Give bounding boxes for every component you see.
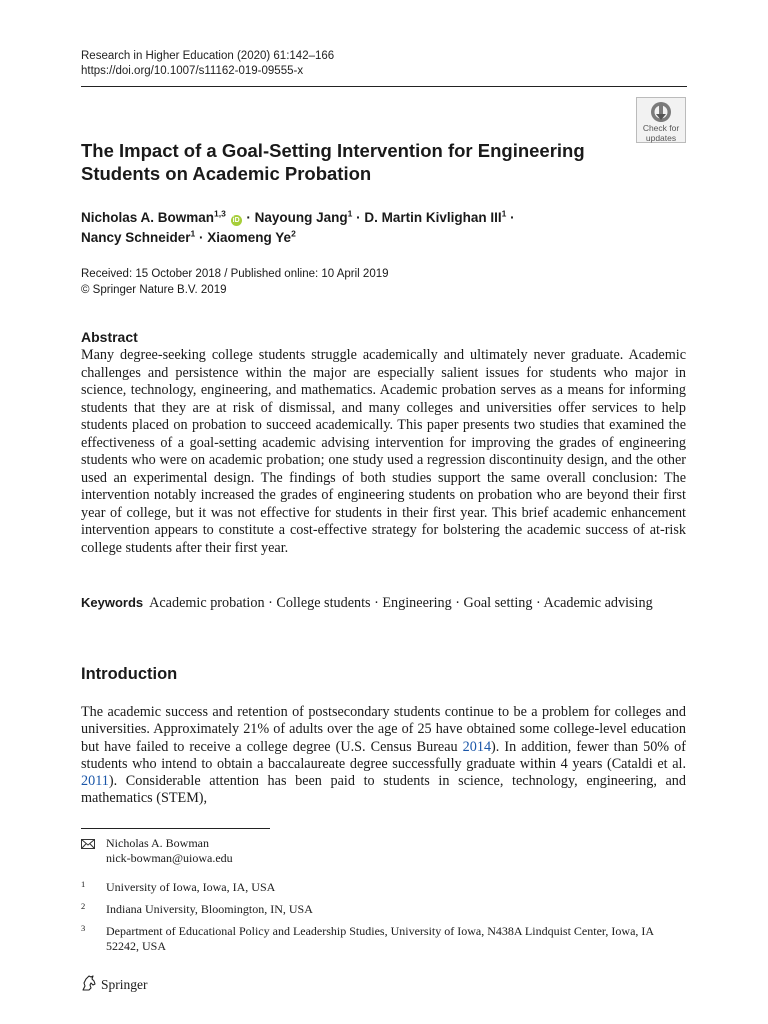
article-title: [81, 139, 621, 185]
citation-link[interactable]: 2014: [462, 738, 492, 755]
header-rule: [81, 86, 687, 87]
intro-text-part: ). Considerable attention has been paid to students in science, technology, engineering, and mathematics (STEM),: [81, 773, 686, 807]
doi-link[interactable]: https://doi.org/10.1007/s11162-019-09555-x: [81, 65, 304, 77]
author-name[interactable]: D. Martin Kivlighan III: [364, 210, 502, 225]
crossmark-icon: [650, 101, 672, 123]
affiliation-sup: 1,3: [214, 208, 226, 219]
introduction-text: [81, 704, 686, 808]
corresponding-email[interactable]: nick-bowman@uiowa.edu: [106, 851, 233, 865]
author-name[interactable]: Xiaomeng Ye: [207, 230, 292, 245]
footnote-text: University of Iowa, Iowa, IA, USA: [106, 880, 276, 894]
footnote-number: 3: [81, 923, 86, 933]
keywords-label: Keywords: [81, 595, 144, 610]
citation-link[interactable]: 2011: [81, 773, 109, 790]
crossmark-badge[interactable]: [636, 97, 686, 143]
intro-text-part: ). In addition, fewer than 50% of students who intend to obtain a baccalaureate degree successfully graduate within 4 years (Cataldi et al.: [81, 738, 686, 772]
copyright: © Springer Nature B.V. 2019: [81, 284, 227, 296]
abstract-heading: Abstract: [81, 329, 138, 345]
footnote-number: 1: [81, 879, 86, 889]
author-separator: ·: [195, 230, 208, 245]
author-line-2: [81, 228, 641, 248]
crossmark-label-1: Check for: [642, 123, 680, 133]
envelope-icon: [81, 839, 95, 849]
title-line-1: The Impact of a Goal-Setting Intervention for Engineering: [81, 140, 585, 161]
keywords: [81, 594, 686, 613]
orcid-icon[interactable]: iD: [232, 217, 240, 224]
author-line-1: [81, 208, 641, 228]
publisher-logo: [81, 975, 148, 994]
article-dates: [81, 266, 389, 298]
journal-header: [81, 49, 334, 79]
publisher-name: Springer: [101, 977, 148, 992]
affiliation-sup: 2: [291, 228, 296, 239]
footnote-text: Department of Educational Policy and Leadership Studies, University of Iowa, N438A Lindquist Center, Iowa, IA 52242, USA: [106, 924, 654, 953]
abstract-text: Many degree-seeking college students struggle academically and ultimately never graduate. Academic challenges and persistence within the major are especially salient issues for students who major in science, technology, engineering, and mathematics. Academic probation serves as a means for informing students that they are at risk of dismissal, and many colleges and universities offer services to help students placed on probation to succeed academically. This paper presents two studies that examined the effectiveness of a goal-setting academic advising intervention for improving the grades of engineering students who were on academic probation; one study used a regression discontinuity design, and the other used an experimental design. The findings of both studies support the same overall conclusion: The intervention notably increased the grades of engineering students on probation who are beyond their first year of college, but it was not effective for students in their first year. This brief academic enhancement intervention appears to constitute a cost-effective strategy for bolstering the academic success of at-risk college students after their first year.: [81, 347, 686, 556]
author-name[interactable]: Nancy Schneider: [81, 230, 191, 245]
affiliation-sup: 1: [190, 228, 196, 239]
footnote-text: Indiana University, Bloomington, IN, USA: [106, 902, 313, 916]
intro-text-part: The academic success and retention of postsecondary students continue to be a problem for colleges and universities. Approximately 21% of adults over the age of 25 have obtained some college-level education but have failed to receive a college degree (U.S. Census Bureau: [81, 704, 686, 755]
author-separator: ·: [242, 210, 255, 225]
affiliation-sup: 1: [347, 208, 353, 219]
author-name[interactable]: Nicholas A. Bowman: [81, 210, 215, 225]
footnote-rule: [81, 828, 270, 829]
author-name[interactable]: Nayoung Jang: [254, 210, 348, 225]
title-line-2: Students on Academic Probation: [81, 163, 372, 184]
footnote-number: 2: [81, 901, 86, 911]
keywords-list: Academic probation · College students · Engineering · Goal setting · Academic advising: [149, 595, 653, 611]
corresponding-name: Nicholas A. Bowman: [106, 836, 209, 850]
author-separator: ·: [352, 210, 365, 225]
introduction-heading: Introduction: [81, 665, 178, 683]
crossmark-label-2: updates: [645, 133, 677, 143]
springer-horse-icon: [81, 975, 97, 992]
author-separator: ·: [506, 210, 515, 225]
journal-citation: Research in Higher Education (2020) 61:142–166: [81, 50, 335, 62]
author-list: [81, 208, 641, 248]
affiliation-sup: 1: [501, 208, 507, 219]
received-published: Received: 15 October 2018 / Published online: 10 April 2019: [81, 268, 389, 280]
